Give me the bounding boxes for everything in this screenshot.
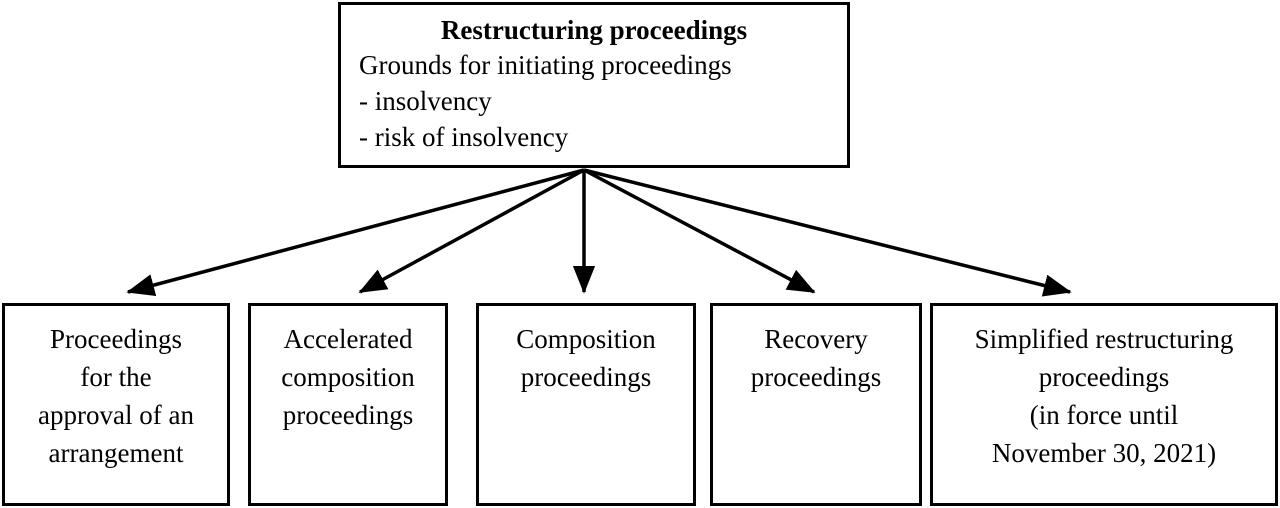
arrow-to-leaf-3 [584, 170, 814, 292]
leaf-line: approval of an [38, 400, 194, 430]
leaf-line: (in force until [1029, 400, 1179, 430]
arrow-to-leaf-0 [128, 170, 584, 292]
root-node [338, 2, 850, 168]
leaf-line: Proceedings [50, 324, 182, 354]
root-node-line-1: Grounds for initiating proceedings [359, 50, 732, 80]
leaf-line: arrangement [48, 438, 184, 468]
leaf-line: proceedings [520, 362, 652, 392]
leaf-node-composition-proceedings [476, 303, 696, 506]
arrow-to-leaf-1 [360, 170, 584, 292]
leaf-line: Accelerated [283, 324, 413, 354]
leaf-line: Recovery [764, 324, 868, 354]
leaf-line: composition [281, 362, 415, 392]
leaf-line: November 30, 2021) [991, 438, 1217, 468]
root-node-title: Restructuring proceedings [440, 15, 748, 45]
leaf-line: proceedings [282, 400, 414, 430]
root-node-line-2: - insolvency [359, 86, 492, 116]
root-node-line-3: - risk of insolvency [359, 122, 569, 152]
leaf-line: proceedings [750, 362, 882, 392]
leaf-node-proceedings-for-approval [2, 303, 230, 506]
leaf-line: Simplified restructuring [974, 324, 1234, 354]
leaf-line: Composition [516, 324, 656, 354]
leaf-node-accelerated-composition [248, 303, 448, 506]
arrow-to-leaf-4 [584, 170, 1070, 292]
leaf-line: proceedings [1038, 362, 1170, 392]
leaf-node-simplified-restructuring [930, 303, 1278, 506]
leaf-node-recovery-proceedings [710, 303, 922, 506]
leaf-line: for the [80, 362, 152, 392]
